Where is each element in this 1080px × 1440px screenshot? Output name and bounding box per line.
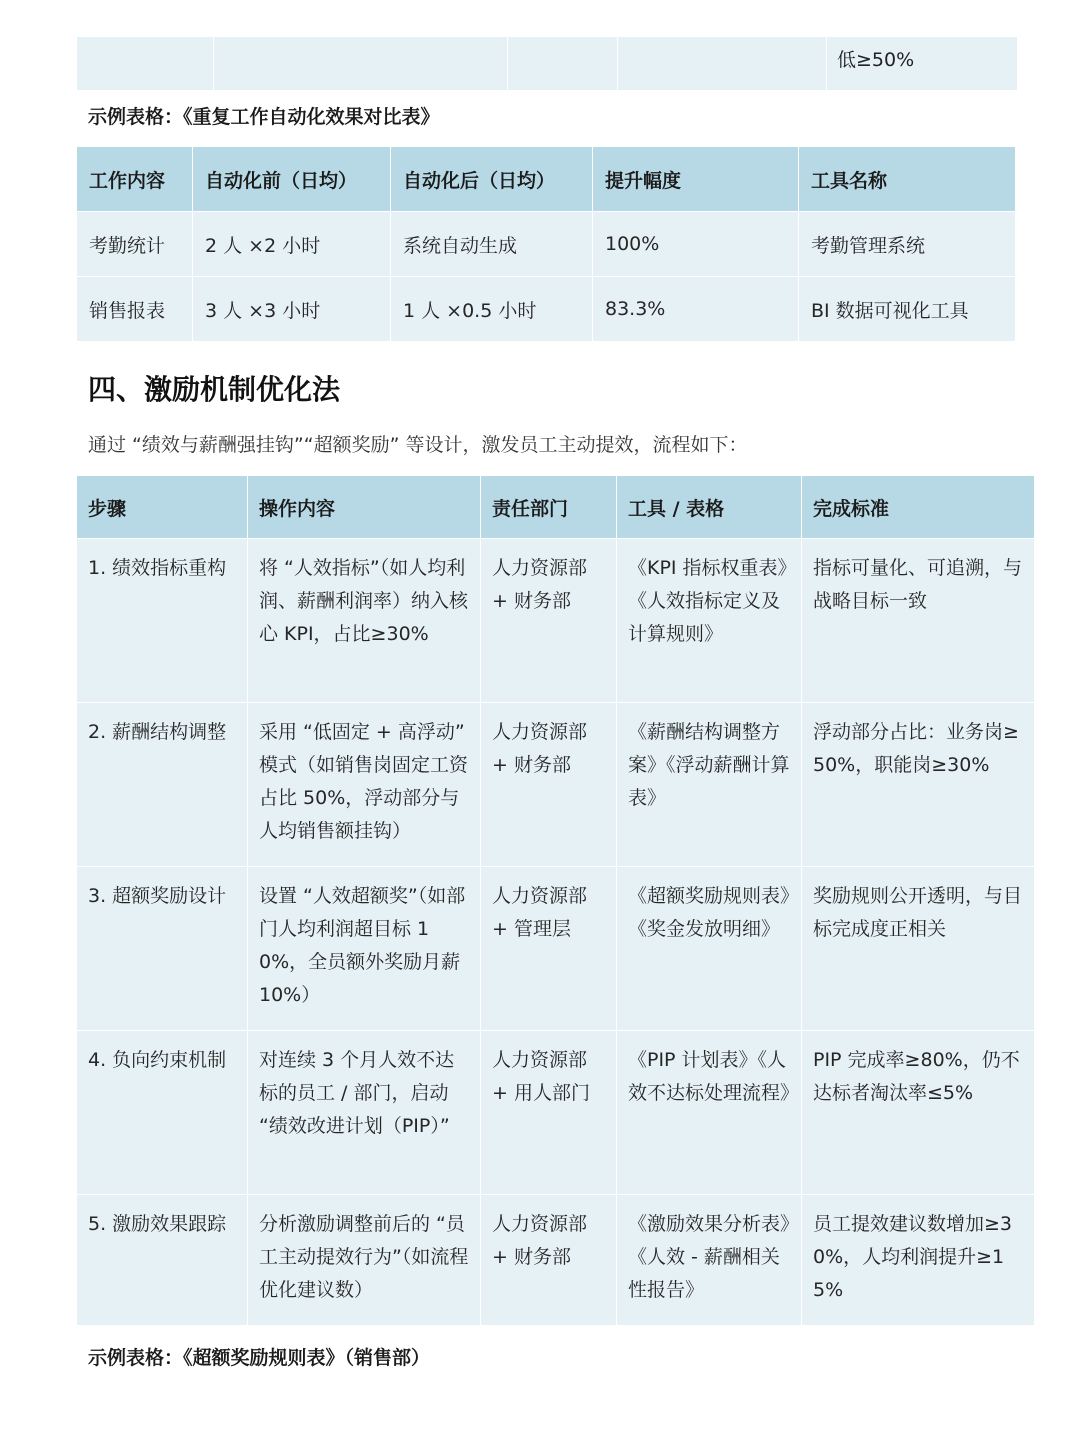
- table-cell: 100%: [593, 212, 799, 277]
- column-header: 完成标准: [802, 476, 1035, 539]
- table-cell: 奖励规则公开透明，与目标完成度正相关: [802, 867, 1035, 1031]
- table-cell: 《KPI 指标权重表》《人效指标定义及计算规则》: [617, 539, 802, 703]
- column-header: 工作内容: [77, 147, 193, 212]
- table-cell: 《激励效果分析表》《人效 - 薪酬相关性报告》: [617, 1195, 802, 1326]
- table-cell: 分析激励调整前后的 “员工主动提效行为”（如流程优化建议数）: [248, 1195, 481, 1326]
- section-title: 四、激励机制优化法: [88, 373, 341, 406]
- table-cell: 5. 激励效果跟踪: [77, 1195, 248, 1326]
- table-cell: 《PIP 计划表》《人效不达标处理流程》: [617, 1031, 802, 1195]
- table-cell: 4. 负向约束机制: [77, 1031, 248, 1195]
- table-cell: PIP 完成率≥80%，仍不达标者淘汰率≤5%: [802, 1031, 1035, 1195]
- table-cell: 销售报表: [77, 277, 193, 342]
- table-cell: 考勤管理系统: [799, 212, 1016, 277]
- cell-text: 低≥50%: [837, 49, 915, 71]
- column-header: 操作内容: [248, 476, 481, 539]
- table-cell: 《超额奖励规则表》《奖金发放明细》: [617, 867, 802, 1031]
- table-cell: 1 人 ×0.5 小时: [391, 277, 593, 342]
- table-cell: 人力资源部 + 管理层: [481, 867, 617, 1031]
- table-cell: BI 数据可视化工具: [799, 277, 1016, 342]
- table-cell: 考勤统计: [77, 212, 193, 277]
- table-header-row: [77, 147, 1016, 212]
- section-intro: 通过 “绩效与薪酬强挂钩”“超额奖励” 等设计，激发员工主动提效，流程如下：: [88, 434, 748, 456]
- incentive-process-table: [76, 475, 1035, 1326]
- table-cell: 对连续 3 个月人效不达标的员工 / 部门，启动 “绩效改进计划（PIP）”: [248, 1031, 481, 1195]
- table-caption-automation: 示例表格：《重复工作自动化效果对比表》: [88, 106, 440, 128]
- table-cell: 人力资源部 + 财务部: [481, 539, 617, 703]
- table-row: [77, 867, 1035, 1031]
- table-cell: 2 人 ×2 小时: [193, 212, 391, 277]
- previous-table-fragment: [76, 36, 1018, 91]
- column-header: 提升幅度: [593, 147, 799, 212]
- table-cell: 人力资源部 + 用人部门: [481, 1031, 617, 1195]
- table-cell: [508, 37, 618, 91]
- table-cell: 设置 “人效超额奖”（如部门人均利润超目标 10%，全员额外奖励月薪 10%）: [248, 867, 481, 1031]
- table-cell: 采用 “低固定 + 高浮动” 模式（如销售岗固定工资占比 50%，浮动部分与人均销售额挂钩）: [248, 703, 481, 867]
- automation-comparison-table: [76, 146, 1016, 342]
- table-header-row: [77, 476, 1035, 539]
- table-cell: [618, 37, 827, 91]
- table-row: [77, 277, 1016, 342]
- table-cell: 《薪酬结构调整方案》《浮动薪酬计算表》: [617, 703, 802, 867]
- column-header: 自动化前（日均）: [193, 147, 391, 212]
- table-row: [77, 539, 1035, 703]
- column-header: 步骤: [77, 476, 248, 539]
- table-cell: 浮动部分占比：业务岗≥50%，职能岗≥30%: [802, 703, 1035, 867]
- column-header: 工具 / 表格: [617, 476, 802, 539]
- table-cell: 人力资源部 + 财务部: [481, 703, 617, 867]
- table-cell: 1. 绩效指标重构: [77, 539, 248, 703]
- table-cell: 将 “人效指标”（如人均利润、薪酬利润率）纳入核心 KPI，占比≥30%: [248, 539, 481, 703]
- table-cell: 83.3%: [593, 277, 799, 342]
- table-cell: 人力资源部 + 财务部: [481, 1195, 617, 1326]
- table-cell: [827, 37, 1018, 91]
- table-caption-bonus-rules: 示例表格：《超额奖励规则表》（销售部）: [88, 1347, 431, 1369]
- table-cell: 2. 薪酬结构调整: [77, 703, 248, 867]
- table-row: [77, 1195, 1035, 1326]
- table-row: [77, 703, 1035, 867]
- table-row: [77, 1031, 1035, 1195]
- table-cell: 3 人 ×3 小时: [193, 277, 391, 342]
- column-header: 自动化后（日均）: [391, 147, 593, 212]
- table-cell: 员工提效建议数增加≥30%，人均利润提升≥15%: [802, 1195, 1035, 1326]
- table-row: [77, 37, 1018, 91]
- table-cell: [214, 37, 508, 91]
- table-cell: [77, 37, 214, 91]
- table-cell: 3. 超额奖励设计: [77, 867, 248, 1031]
- column-header: 工具名称: [799, 147, 1016, 212]
- column-header: 责任部门: [481, 476, 617, 539]
- table-row: [77, 212, 1016, 277]
- table-cell: 系统自动生成: [391, 212, 593, 277]
- table-cell: 指标可量化、可追溯，与战略目标一致: [802, 539, 1035, 703]
